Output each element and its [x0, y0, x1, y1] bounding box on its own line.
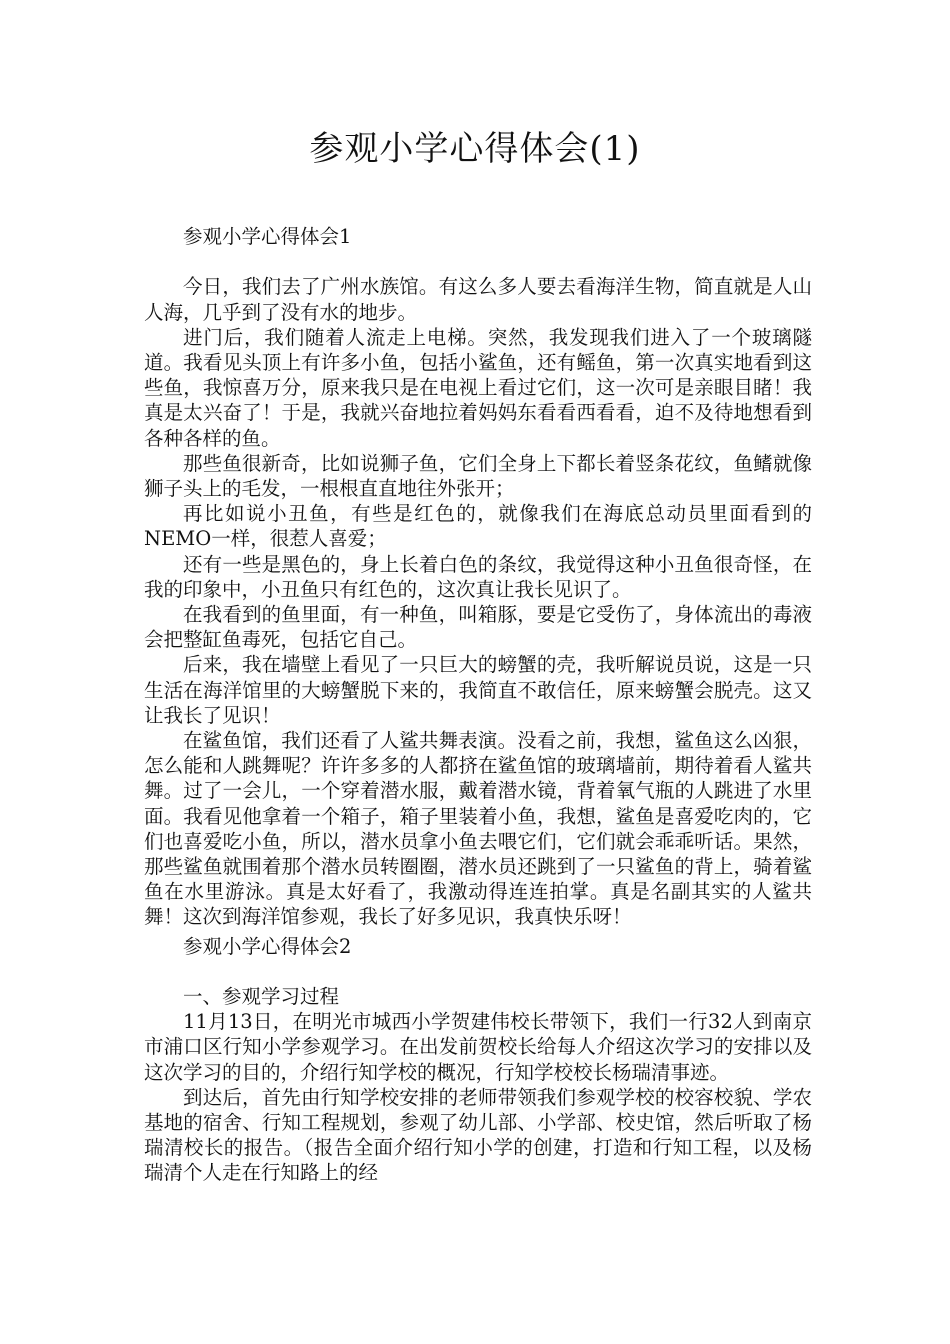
essay-section-1	[144, 220, 812, 930]
paragraph: 再比如说小丑鱼，有些是红色的，就像我们在海底总动员里面看到的NEMO一样，很惹人喜爱；	[144, 502, 812, 551]
section-heading: 参观小学心得体会1	[183, 225, 352, 248]
document-body	[144, 220, 812, 1186]
document-title: 参观小学心得体会(1)	[309, 129, 641, 169]
subsection-heading: 一、参观学习过程	[183, 985, 340, 1009]
paragraph: 在我看到的鱼里面，有一种鱼，叫箱豚，要是它受伤了，身体流出的毒液会把整缸鱼毒死，包括它自己。	[144, 603, 812, 652]
paragraph: 后来，我在墙壁上看见了一只巨大的螃蟹的壳，我听解说员说，这是一只生活在海洋馆里的大螃蟹脱下来的，我简直不敢信任，原来螃蟹会脱壳。这又让我长了见识！	[144, 653, 812, 727]
paragraph: 进门后，我们随着人流走上电梯。突然，我发现我们进入了一个玻璃隧道。我看见头顶上有许多小鱼，包括小鲨鱼，还有鳐鱼，第一次真实地看到这些鱼，我惊喜万分，原来我只是在电视上看过它们，这一次可是亲眼目睹！我真是太兴奋了！于是，我就兴奋地拉着妈妈东看看西看看，迫不及待地想看到各种各样的鱼。	[144, 325, 812, 450]
paragraph: 今日，我们去了广州水族馆。有这么多人要去看海洋生物，简直就是人山人海，几乎到了没有水的地步。	[144, 275, 812, 324]
essay-section-2	[144, 930, 812, 1186]
section-heading: 参观小学心得体会2	[183, 934, 352, 958]
paragraph: 在鲨鱼馆，我们还看了人鲨共舞表演。没看之前，我想，鲨鱼这么凶狠，怎么能和人跳舞呢？许许多多的人都挤在鲨鱼馆的玻璃墙前，期待着看人鲨共舞。过了一会儿，一个穿着潜水服，戴着潜水镜，背着氧气瓶的人跳进了水里面。我看见他拿着一个箱子，箱子里装着小鱼，我想，鲨鱼是喜爱吃肉的，它们也喜爱吃小鱼，所以，潜水员拿小鱼去喂它们，它们就会乖乖听话。果然，那些鲨鱼就围着那个潜水员转圈圈，潜水员还跳到了一只鲨鱼的背上，骑着鲨鱼在水里游泳。真是太好看了，我激动得连连拍掌。真是名副其实的人鲨共舞！这次到海洋馆参观，我长了好多见识，我真快乐呀！	[144, 729, 812, 929]
paragraph: 那些鱼很新奇，比如说狮子鱼，它们全身上下都长着竖条花纹，鱼鳍就像狮子头上的毛发，一根根直直地往外张开；	[144, 451, 812, 501]
paragraph: 11月13日，在明光市城西小学贺建伟校长带领下，我们一行32人到南京市浦口区行知小学参观学习。在出发前贺校长给每人介绍这次学习的安排以及这次学习的目的，介绍行知学校的概况，行知学校校长杨瑞清事迹。	[144, 1010, 812, 1084]
paragraph: 到达后，首先由行知学校安排的老师带领我们参观学校的校容校貌、学农基地的宿舍、行知工程规划，参观了幼儿部、小学部、校史馆，然后听取了杨瑞清校长的报告。（报告全面介绍行知小学的创建，打造和行知工程，以及杨瑞清个人走在行知路上的经	[144, 1085, 812, 1185]
paragraph: 还有一些是黑色的，身上长着白色的条纹，我觉得这种小丑鱼很奇怪，在我的印象中，小丑鱼只有红色的，这次真让我长见识了。	[144, 552, 812, 601]
